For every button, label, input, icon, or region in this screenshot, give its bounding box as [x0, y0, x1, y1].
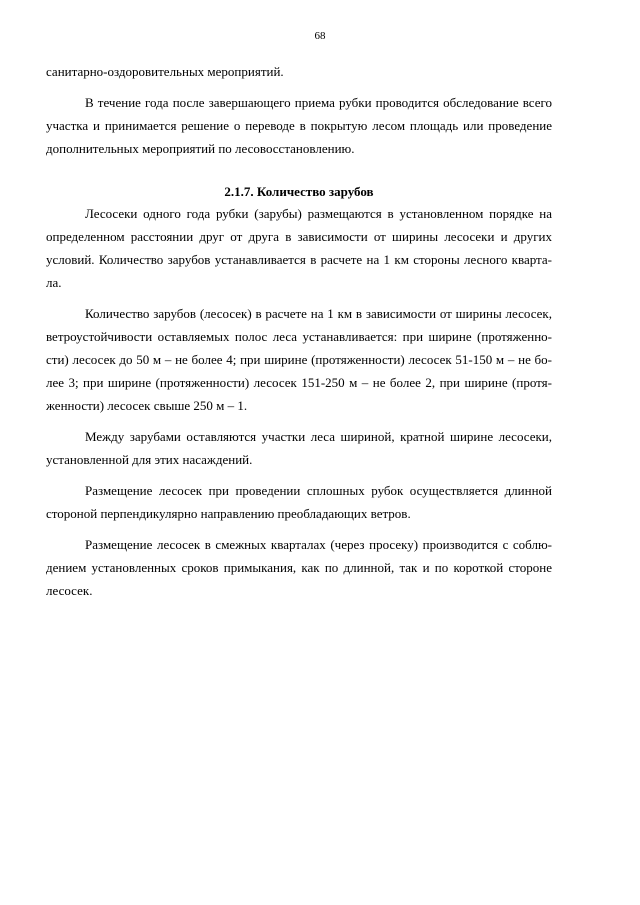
paragraph-continuation: санитарно-оздоровительных мероприятий. [46, 64, 284, 79]
paragraph-count: Количество зарубов (лесосек) в расчете на 1 км в зависимости от ширины лесосек, ветроустойчивости оставляемых полос леса устанавливается: при ширине (протяженно-сти) лесосек до 50 м – не более 4; при ширине (протяженности) лесосек 51-150 м – не бо-лее 3; при ширине (протяженности) лесосек 151-250 м – не более 2, при ширине (протя-женности) лесосек свыше 250 м – 1. [46, 306, 552, 413]
paragraph-placement: Лесосеки одного года рубки (зарубы) размещаются в установленном порядке на определенном расстоянии друг от друга в зависимости от ширины лесосеки и других условий. Количество зарубов устанавливается в расчете на 1 км стороны лесного кварта-ла. [46, 206, 552, 290]
body-text [46, 60, 552, 602]
paragraph-inspection: В течение года после завершающего приема рубки проводится обследование всего участка и принимается решение о переводе в покрытую лесом площадь или проведение дополнительных мероприятий по лесовосстановлению. [46, 95, 552, 156]
paragraph-clearcut: Размещение лесосек при проведении сплошных рубок осуществляется длинной стороной перпендикулярно направлению преобладающих ветров. [46, 483, 552, 521]
paragraph-between: Между зарубами оставляются участки леса шириной, кратной ширине лесосеки, установленной для этих насаждений. [46, 429, 552, 467]
page-number: 68 [314, 30, 326, 42]
paragraph-adjacent: Размещение лесосек в смежных кварталах (через просеку) производится с соблю-дением установленных сроков примыкания, как по длинной, так и по короткой стороне лесосек. [46, 537, 552, 598]
section-heading: 2.1.7. Количество зарубов [224, 184, 374, 199]
